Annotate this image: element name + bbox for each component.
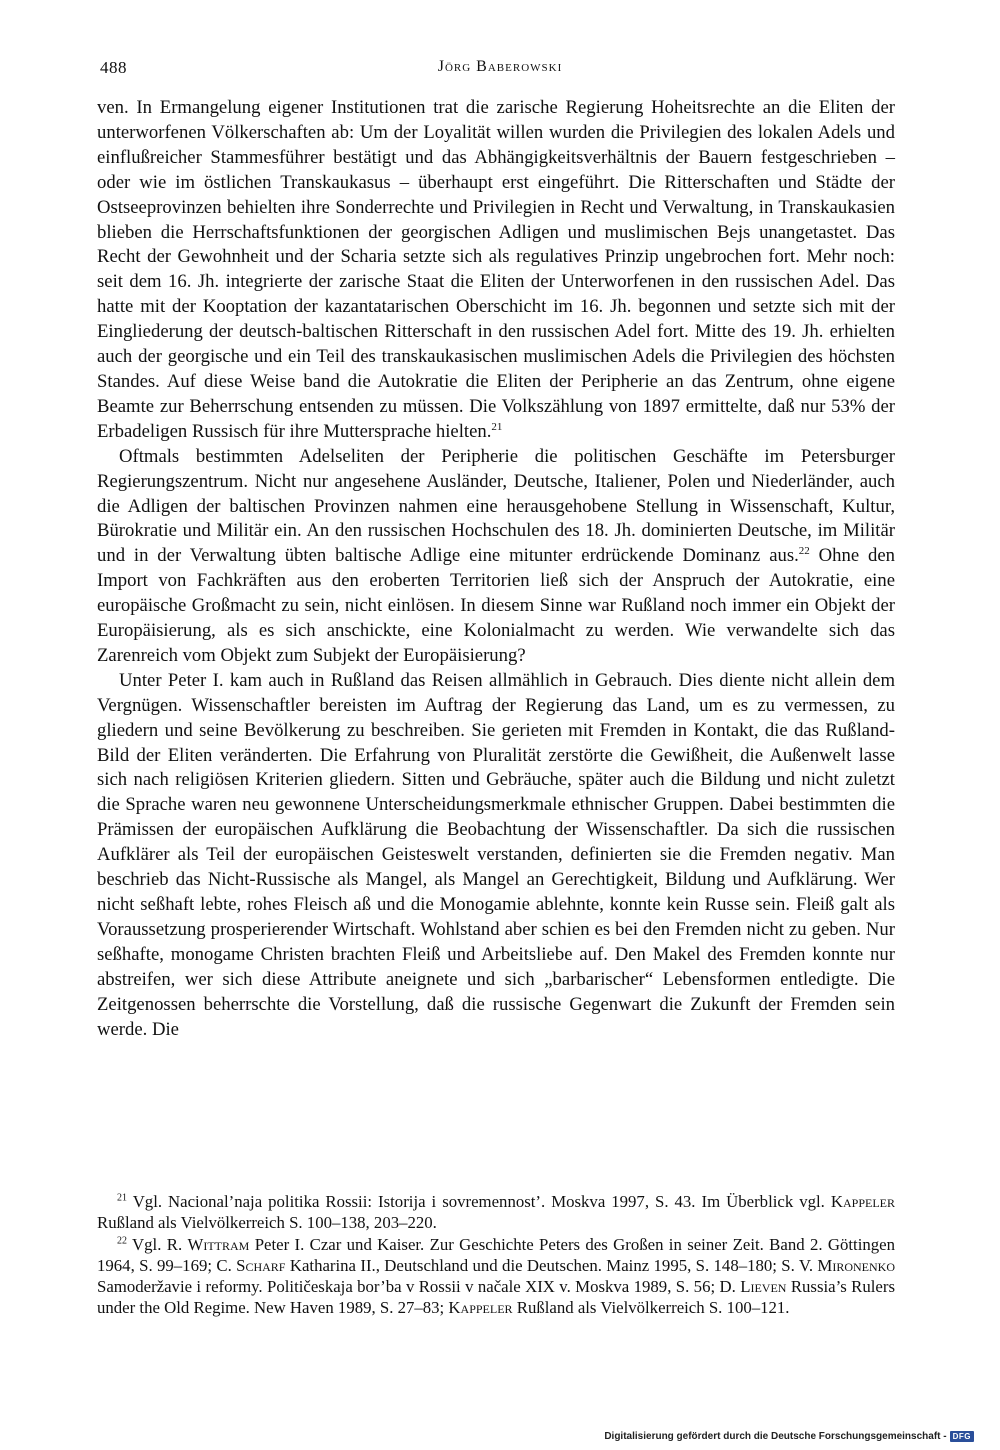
paragraph-3: Unter Peter I. kam auch in Rußland das Reisen allmählich in Gebrauch. Dies diente nicht allein dem Vergnügen. Wissenschaftler bereisten im Auftrag der Regierung das Land, um es zu vermessen, zu gliedern und seine Bevölkerung zu beschreiben. Sie gerieten mit Fremden in Kontakt, die das Rußland-Bild der Eliten veränderten. Die Erfahrung von Pluralität zerstörte die Gewißheit, die Außenwelt lasse sich nach religiösen Kriterien gliedern. Sitten und Gebräuche, später auch die Bildung und nicht zuletzt die Sprache waren neu gewonnene Unterscheidungsmerkmale ethnischer Gruppen. Dabei bestimmten die Prämissen der europäischen Aufklärung die Beobachtung der Wissenschaftler. Da sich die russischen Aufklärer als Teil der europäischen Geisteswelt verstanden, definierten sie die Fremden negativ. Man beschrieb das Nicht-Russische als Mangel, als Mangel an Gerechtigkeit, Bildung und Aufklärung. Wer nicht seßhaft lebte, rohes Fleisch aß und die Monogamie ablehnte, konnte kein Russe sein. Fleiß galt als Voraussetzung prosperierender Wirtschaft. Wohlstand aber schien es bei den Fremden nicht zu geben. Nur seßhafte, monogame Christen brachten Fleiß und Arbeitsliebe auf. Den Makel des Fremden konnte nur abstreifen, wer sich diese Attribute aneignete und sich „barbarischer“ Lebensformen entledigte. Die Zeitgenossen beherrschte die Vorstellung, daß die russische Gegenwart die Zukunft der Fremden sein werde. Die: [97, 669, 895, 1040]
footnote-22-author-5: Kappeler: [448, 1298, 513, 1317]
footnote-22-text-b: Peter I. Czar und Kaiser. Zur Geschichte Peters des Großen in seiner Zeit. Band 2. Göttingen 1964, S. 99–169; C.: [97, 1235, 895, 1275]
footnote-22-text-d: Samoderžavie i reformy. Političeskaja bor’ba v Rossii v načale XIX v. Moskva 1989, S. 56; D.: [97, 1277, 741, 1296]
digitization-credit: [604, 1431, 974, 1442]
footnote-22-author-1: Wittram: [187, 1235, 250, 1254]
footnote-21-text-b: Rußland als Vielvölkerreich S. 100–138, 203–220.: [97, 1213, 437, 1232]
footnote-22: [97, 1234, 895, 1318]
footnote-21-text-a: Vgl. Nacional’naja politika Rossii: Istorija i sovremennost’. Moskva 1997, S. 43. Im Überblick vgl.: [127, 1192, 831, 1211]
body-text: [97, 96, 895, 1042]
footnote-ref-22: 22: [798, 545, 810, 558]
footnote-22-text-f: Rußland als Vielvölkerreich S. 100–121.: [512, 1298, 790, 1317]
credit-text: Digitalisierung gefördert durch die Deutsche Forschungsgemeinschaft -: [604, 1431, 947, 1442]
footnote-ref-21: 21: [491, 420, 503, 433]
footnote-22-text-c: Katharina II., Deutschland und die Deutschen. Mainz 1995, S. 148–180; S. V.: [285, 1256, 818, 1275]
paragraph-1-text: ven. In Ermangelung eigener Institutionen trat die zarische Regierung Hoheitsrechte an die Eliten der unterworfenen Völkerschaften ab: Um der Loyalität willen wurden die Privilegien des lokalen Adels und einflußreicher Stammesführer bestätigt und das Abhängigkeitsverhältnis der Bauern festgeschrieben – oder wie im östlichen Transkaukasus – überhaupt erst eingeführt. Die Ritterschaften und Städte der Ostseeprovinzen behielten ihre Sonderrechte und Privilegien in Recht und Verwaltung, in Transkaukasien blieben die Herrschaftsfunktionen der georgischen Adligen und muslimischen Bejs unangetastet. Das Recht der Gewohnheit und der Scharia setzte sich als regulatives Prinzip ungebrochen fort. Mehr noch: seit dem 16. Jh. integrierte der zarische Staat die Eliten der Unterworfenen in den russischen Adel. Das hatte mit der Kooptation der kazantatarischen Oberschicht im 16. Jh. begonnen und setzte sich mit der Eingliederung der deutsch-baltischen Ritterschaft in den russischen Adel fort. Mitte des 19. Jh. erhielten auch der georgische und ein Teil des transkaukasischen muslimischen Adels die Privilegien des höchsten Standes. Auf diese Weise band die Autokratie die Eliten der Peripherie an das Zentrum, ohne eigene Beamte zur Beherrschung entsenden zu müssen. Die Volkszählung von 1897 ermittelte, daß nur 53% der Erbadeligen Russisch für ihre Muttersprache hielten.: [97, 97, 895, 442]
paragraph-2-text-b: Ohne den Import von Fachkräften aus den eroberten Territorien ließ sich der Anspruch der Autokratie, eine europäische Großmacht zu sein, nicht einlösen. In diesem Sinne war Rußland noch immer ein Objekt der Europäisierung, als es sich anschickte, eine Kolonialmacht zu werden. Wie verwandelte sich das Zarenreich vom Objekt zum Subjekt der Europäisierung?: [97, 545, 895, 666]
running-head: Jörg Baberowski: [437, 58, 563, 75]
footnotes: [97, 1191, 895, 1319]
paragraph-2-text-a: Oftmals bestimmten Adelseliten der Peripherie die politischen Geschäfte im Petersburger Regierungszentrum. Nicht nur angesehene Ausländer, Deutsche, Italiener, Polen und Niederländer, auch die Adligen der baltischen Provinzen nahmen eine herausgehobene Stellung in Wissenschaft, Kultur, Bürokratie und Militär ein. An den russischen Hochschulen des 18. Jh. dominierten Deutsche, im Militär und in der Verwaltung übten baltische Adlige eine mitunter erdrückende Dominanz aus.: [97, 445, 895, 567]
footnote-22-number: 22: [117, 1235, 127, 1247]
footnote-22-text-e: Russia’s Rulers under the Old Regime. New Haven 1989, S. 27–83;: [97, 1277, 895, 1317]
paragraph-2: [97, 445, 895, 669]
paragraph-1: [97, 96, 895, 445]
footnote-22-author-3: Mironenko: [817, 1256, 895, 1275]
dfg-logo: DFG: [950, 1431, 974, 1442]
footnote-22-author-4: Lieven: [740, 1277, 787, 1296]
page-number: 488: [100, 58, 127, 77]
footnote-22-author-2: Scharf: [236, 1256, 286, 1275]
footnote-22-text-a: Vgl. R.: [127, 1235, 188, 1254]
footnote-21: [97, 1191, 895, 1233]
footnote-21-author: Kappeler: [830, 1192, 895, 1211]
footnote-21-number: 21: [117, 1192, 127, 1204]
